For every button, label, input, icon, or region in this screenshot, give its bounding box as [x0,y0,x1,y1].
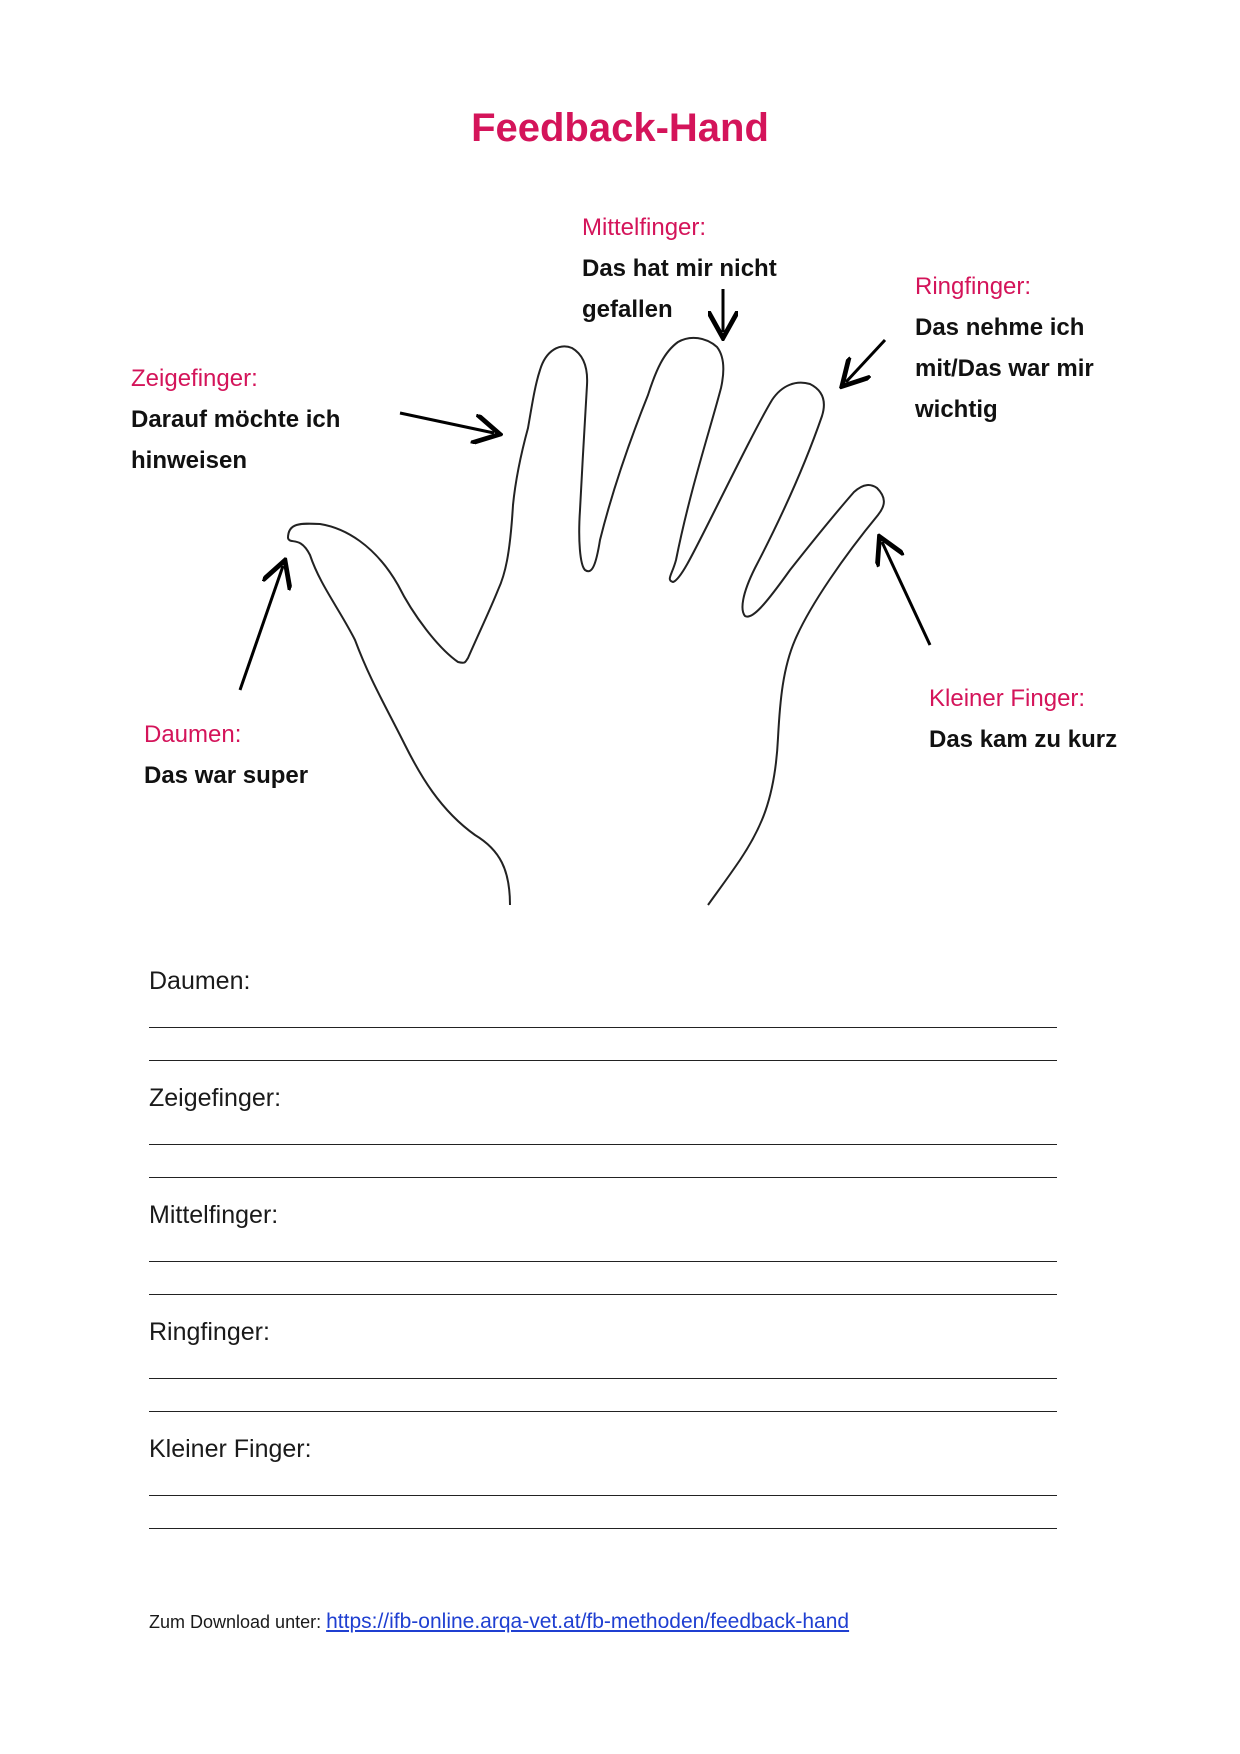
arrow-little [882,542,930,645]
arrow-thumb [240,566,283,690]
answer-line[interactable] [149,1145,1057,1178]
download-link[interactable]: https://ifb-online.arqa-vet.at/fb-methoden/feedback-hand [326,1610,850,1633]
answer-label-middle: Mittelfinger: [149,1201,279,1229]
answer-section [149,958,1057,1543]
answer-line[interactable] [149,1496,1057,1529]
hand-outline [288,338,884,905]
answer-line[interactable] [149,1238,1057,1262]
thumb-desc: Das war super [144,762,309,789]
answer-line[interactable] [149,1262,1057,1295]
footer-prefix: Zum Download unter: [149,1612,327,1632]
label-thumb [144,714,308,796]
answer-block-thumb [149,958,1057,1075]
answer-line[interactable] [149,1472,1057,1496]
label-middle-finger [582,207,777,330]
ring-finger-name: Ringfinger: [915,273,1032,300]
answer-line[interactable] [149,1121,1057,1145]
answer-label-index: Zeigefinger: [149,1084,282,1112]
label-index-finger [131,358,340,481]
footer [149,1610,849,1634]
ring-finger-desc: Das nehme ich mit/Das war mir wichtig [915,314,1094,423]
arrow-index [400,413,494,433]
answer-block-index [149,1075,1057,1192]
answer-block-ring [149,1309,1057,1426]
index-finger-desc: Darauf möchte ich hinweisen [131,406,341,474]
answer-label-ring: Ringfinger: [149,1318,270,1346]
answer-line[interactable] [149,1028,1057,1061]
little-finger-name: Kleiner Finger: [929,685,1086,712]
answer-block-middle [149,1192,1057,1309]
index-finger-name: Zeigefinger: [131,365,258,392]
thumb-name: Daumen: [144,721,242,748]
answer-label-little: Kleiner Finger: [149,1435,312,1463]
answer-line[interactable] [149,1379,1057,1412]
answer-label-thumb: Daumen: [149,967,251,995]
answer-block-little [149,1426,1057,1543]
answer-line[interactable] [149,1004,1057,1028]
little-finger-desc: Das kam zu kurz [929,726,1118,753]
page-title: Feedback-Hand [471,106,769,150]
middle-finger-name: Mittelfinger: [582,214,707,241]
middle-finger-desc: Das hat mir nicht gefallen [582,255,777,323]
label-ring-finger [915,266,1094,430]
label-little-finger [929,678,1117,760]
arrow-ring [846,340,885,382]
answer-line[interactable] [149,1355,1057,1379]
